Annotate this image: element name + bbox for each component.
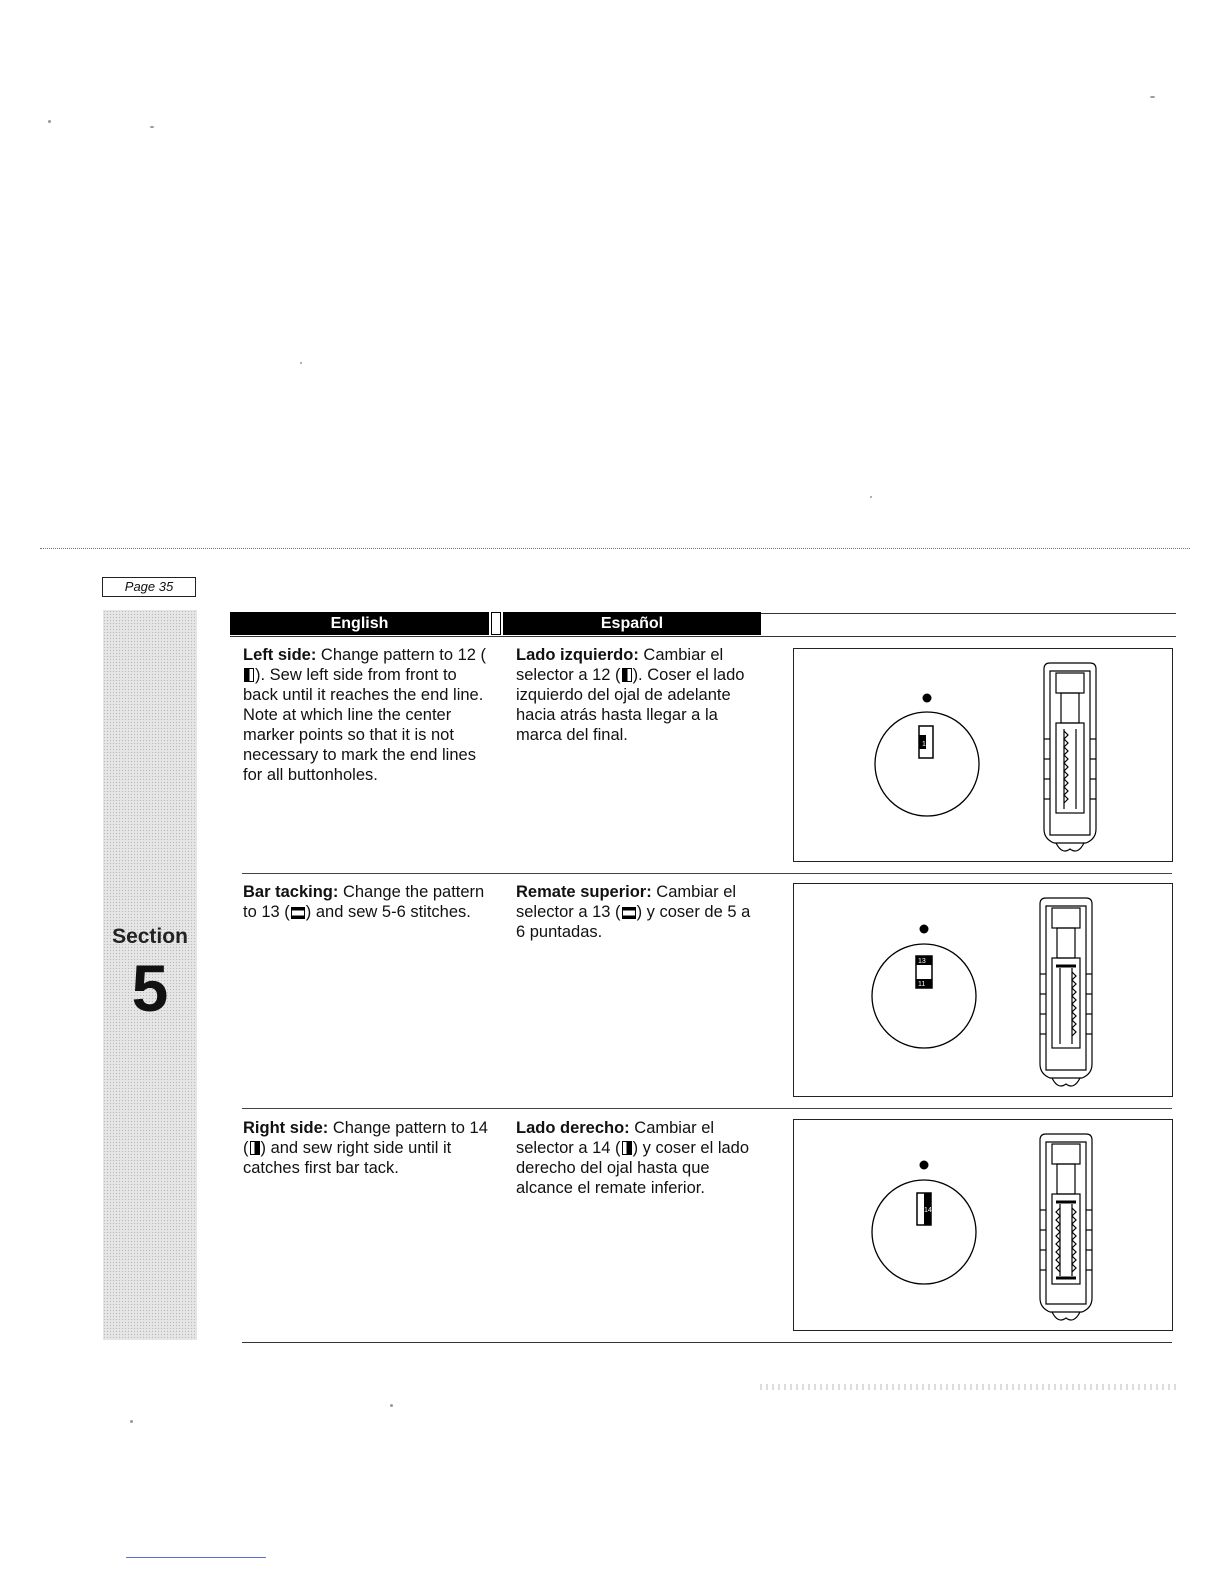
scan-speck [150,126,154,128]
scan-speck [48,120,51,123]
buttonhole-foot-icon [1040,898,1092,1086]
scan-noise [760,1384,1180,1390]
buttonhole-foot-icon [1040,1134,1092,1320]
left-side-pattern-icon [622,668,632,682]
row3-english-text [243,1118,488,1178]
header-rule [760,613,1176,614]
scan-speck [1150,96,1155,98]
row1-english-a: Change pattern to 12 ( [316,646,487,664]
row3-spanish-title: Lado derecho: [516,1119,630,1137]
dial-number: 11 [918,981,926,988]
row1-english-text [243,645,488,785]
row2-spanish-title: Remate superior: [516,883,652,901]
row-divider [242,873,1172,874]
row3-spanish-b: ) y coser el lado derecho del ojal hasta que alcance el remate inferior. [516,1139,750,1197]
row1-spanish-a: Cambiar el selector a 12 ( [516,646,724,684]
bar-tack-pattern-icon [622,907,636,919]
row1-english-b: ). Sew left side from front to back until it reaches the end line. [243,666,484,704]
header-underline [230,636,1176,637]
row1-illustration [794,649,1171,860]
row2-english-a: Change the pattern to 13 ( [243,883,485,921]
page-number-label: Page 35 [102,577,196,597]
bar-tack-pattern-icon [291,907,305,919]
row3-english-title: Right side: [243,1119,329,1137]
dial-number: 12 [922,741,930,748]
row1-english-note: Note at which line the center marker points so that it is not necessary to mark the end lines for all buttonholes. [243,706,476,784]
marker-dot [920,925,929,934]
row2-illustration [794,884,1171,1095]
row2-english-title: Bar tacking: [243,883,339,901]
row1-spanish-title: Lado izquierdo: [516,646,639,664]
right-side-pattern-icon [622,1141,632,1155]
row1-spanish-text [516,645,761,745]
english-tab: English [230,612,489,635]
row2-figure [793,883,1173,1097]
right-side-pattern-icon [250,1141,260,1155]
dial-number: 13 [918,958,926,965]
top-dotted-rule [40,548,1190,549]
scan-speck [300,362,302,364]
row3-figure [793,1119,1173,1331]
scan-speck [870,496,872,498]
row2-spanish-text [516,882,761,942]
row-divider [242,1108,1172,1109]
footer-line [126,1557,266,1558]
section-label: Section [112,925,188,948]
marker-dot [923,694,932,703]
tab-divider [491,612,501,635]
scan-speck [390,1404,393,1407]
spanish-tab: Español [503,612,761,635]
row3-english-b: ) and sew right side until it catches first bar tack. [243,1139,452,1177]
row3-illustration [794,1120,1171,1329]
row1-figure [793,648,1173,862]
row1-english-title: Left side: [243,646,317,664]
row3-english-a: Change pattern to 14 ( [243,1119,488,1157]
row1-spanish-b: ). Coser el lado izquierdo del ojal de adelante hacia atrás hasta llegar a la marca del final. [516,666,745,744]
buttonhole-foot-icon [1044,663,1096,851]
left-side-pattern-icon [244,668,254,682]
section-number: 5 [131,951,169,1025]
bottom-rule [242,1342,1172,1343]
row2-english-b: ) and sew 5-6 stitches. [305,903,471,921]
marker-dot [920,1161,929,1170]
row2-english-text [243,882,488,922]
dial-number: 14 [924,1207,932,1214]
scan-speck [130,1420,133,1423]
row3-spanish-text [516,1118,761,1198]
row3-spanish-a: Cambiar el selector a 14 ( [516,1119,715,1157]
row2-spanish-a: Cambiar el selector a 13 ( [516,883,737,921]
row2-spanish-b: ) y coser de 5 a 6 puntadas. [516,903,751,941]
